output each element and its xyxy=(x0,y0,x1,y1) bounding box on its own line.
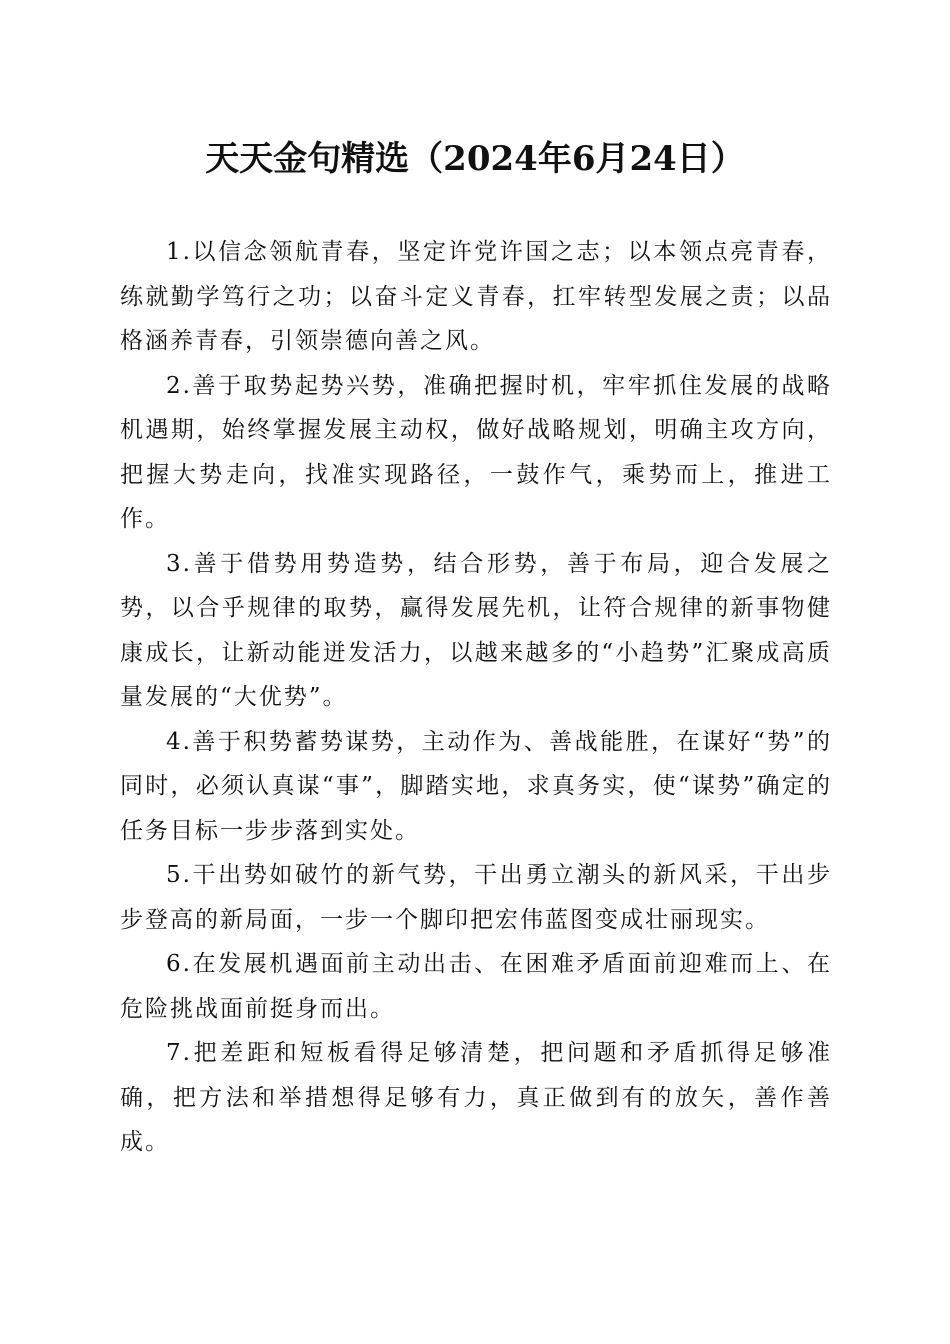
document-title: 天天金句精选（2024年6月24日） xyxy=(205,139,745,179)
quote-paragraph-1: 1.以信念领航青春，坚定许党许国之志；以本领点亮青春，练就勤学笃行之功；以奋斗定义青春，扛牢转型发展之责；以品格涵养青春，引领崇德向善之风。 xyxy=(120,239,832,354)
quote-paragraph-2: 2.善于取势起势兴势，准确把握时机，牢牢抓住发展的战略机遇期，始终掌握发展主动权，做好战略规划，明确主攻方向，把握大势走向，找准实现路径，一鼓作气，乘势而上，推进工作。 xyxy=(120,372,832,532)
document-body xyxy=(120,230,832,1165)
quote-paragraph-4: 4.善于积势蓄势谋势，主动作为、善战能胜，在谋好“势”的同时，必须认真谋“事”，脚踏实地，求真务实，使“谋势”确定的任务目标一步步落到实处。 xyxy=(120,728,832,844)
quote-paragraph-5: 5.干出势如破竹的新气势，干出勇立潮头的新风采，干出步步登高的新局面，一步一个脚印把宏伟蓝图变成壮丽现实。 xyxy=(120,862,832,933)
quote-paragraph-3: 3.善于借势用势造势，结合形势，善于布局，迎合发展之势，以合乎规律的取势，赢得发展先机，让符合规律的新事物健康成长，让新动能迸发活力，以越来越多的“小趋势”汇聚成高质量发展的“大优势”。 xyxy=(120,550,832,710)
quote-paragraph-7: 7.把差距和短板看得足够清楚，把问题和矛盾抓得足够准确，把方法和举措想得足够有力，真正做到有的放矢，善作善成。 xyxy=(120,1040,832,1155)
quote-paragraph-6: 6.在发展机遇面前主动出击、在困难矛盾面前迎难而上、在危险挑战面前挺身而出。 xyxy=(120,951,832,1022)
